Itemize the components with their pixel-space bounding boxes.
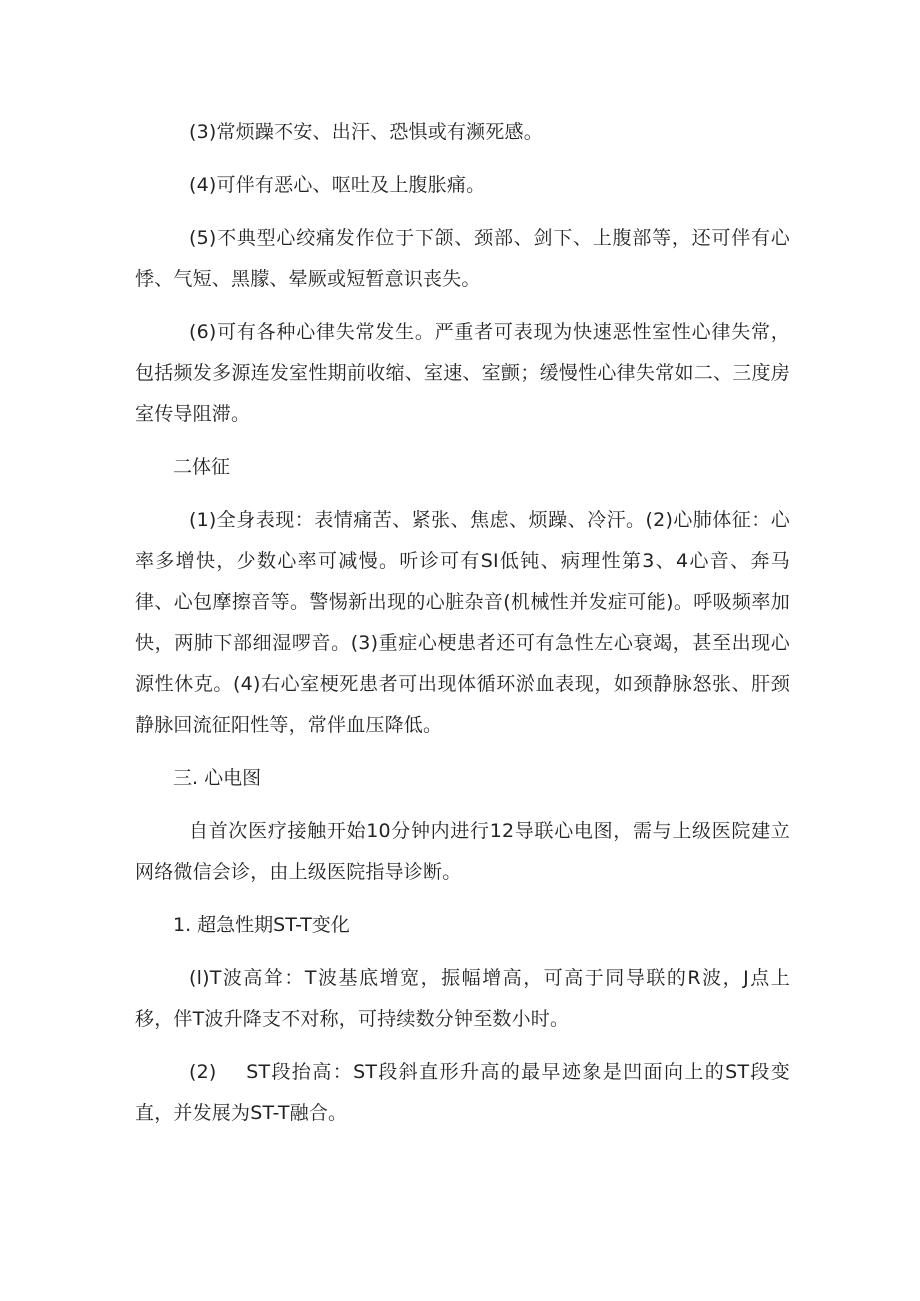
section-heading-signs: 二体征	[173, 456, 231, 478]
paragraph-st-elevation: (2) ST段抬高：ST段斜直形升高的最早迹象是凹面向上的ST段变直，并发展为ST-T融合。	[135, 1061, 790, 1124]
paragraph-symptom-4: (4)可伴有恶心、呕吐及上腹胀痛。	[189, 174, 486, 196]
paragraph-ecg-intro: 自首次医疗接触开始10分钟内进行12导联心电图，需与上级医院建立网络微信会诊，由上级医院指导诊断。	[135, 820, 790, 883]
paragraph-symptom-6: (6)可有各种心律失常发生。严重者可表现为快速恶性室性心律失常，包括频发多源连发室性期前收缩、室速、室颤；缓慢性心律失常如二、三度房室传导阻滞。	[135, 321, 790, 425]
document-body	[135, 112, 790, 1134]
paragraph-t-wave: (l)T波高耸：T波基底增宽，振幅增高，可高于同导联的R波，J点上移，伴T波升降支不对称，可持续数分钟至数小时。	[135, 967, 790, 1030]
paragraph-symptom-5: (5)不典型心绞痛发作位于下颌、颈部、剑下、上腹部等，还可伴有心悸、气短、黑朦、晕厥或短暂意识丧失。	[135, 227, 790, 290]
paragraph-signs: (1)全身表现：表情痛苦、紧张、焦虑、烦躁、冷汗。(2)心肺体征：心率多增快，少数心率可减慢。听诊可有SI低钝、病理性第3、4心音、奔马律、心包摩擦音等。警惕新出现的心脏杂音(机械性并发症可能)。呼吸频率加快，两肺下部细湿啰音。(3)重症心梗患者还可有急性左心衰竭，甚至出现心源性休克。(4)右心室梗死患者可出现体循环淤血表现，如颈静脉怒张、肝颈静脉回流征阳性等，常伴血压降低。	[135, 509, 790, 736]
section-heading-ecg: 三. 心电图	[173, 767, 262, 789]
paragraph-symptom-3: (3)常烦躁不安、出汗、恐惧或有濒死感。	[189, 121, 543, 143]
subsection-heading-hyperacute: 1. 超急性期ST-T变化	[173, 914, 350, 936]
